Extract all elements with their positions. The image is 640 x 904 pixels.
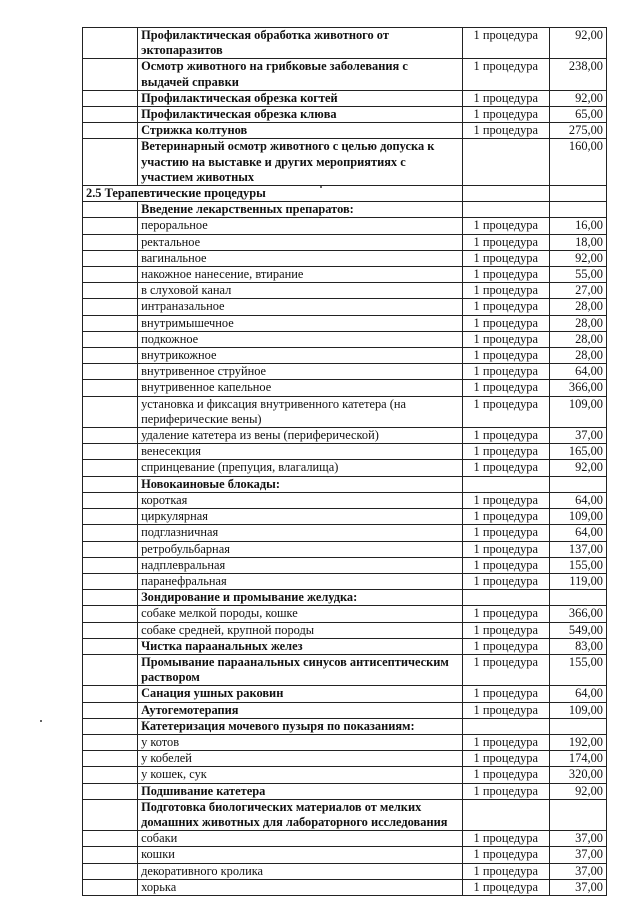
service-name-cell: Зондирование и промывание желудка: [138,590,463,606]
unit-cell: 1 процедура [462,541,549,557]
table-row [83,734,607,750]
unit-cell: 1 процедура [462,492,549,508]
unit-cell: 1 процедура [462,573,549,589]
unit-cell: 1 процедура [462,638,549,654]
service-name-cell: Санация ушных раковин [138,686,463,702]
table-row [83,476,607,492]
price-table [82,27,607,896]
table-row [83,606,607,622]
unit-cell: 1 процедура [462,460,549,476]
unit-cell: 1 процедура [462,557,549,573]
table-row [83,702,607,718]
unit-cell: 1 процедура [462,428,549,444]
number-cell [83,331,138,347]
price-cell: 109,00 [549,396,606,427]
service-name-cell: венесекция [138,444,463,460]
price-cell: 18,00 [549,234,606,250]
unit-cell: 1 процедура [462,218,549,234]
unit-cell [462,590,549,606]
unit-cell: 1 процедура [462,606,549,622]
price-cell: 109,00 [549,702,606,718]
unit-cell: 1 процедура [462,364,549,380]
number-cell [83,879,138,895]
service-name-cell: интраназальное [138,299,463,315]
table-row [83,638,607,654]
service-name-cell: накожное нанесение, втирание [138,267,463,283]
number-cell [83,606,138,622]
service-name-cell: подкожное [138,331,463,347]
number-cell [83,799,138,830]
unit-cell: 1 процедура [462,509,549,525]
table-row [83,847,607,863]
number-cell [83,718,138,734]
price-cell: 155,00 [549,557,606,573]
unit-cell [462,139,549,186]
price-cell [549,186,606,202]
price-cell: 366,00 [549,380,606,396]
unit-cell: 1 процедура [462,59,549,90]
service-name-cell: удаление катетера из вены (периферической) [138,428,463,444]
price-cell: 174,00 [549,751,606,767]
table-row [83,590,607,606]
price-cell: 92,00 [549,783,606,799]
table-row [83,573,607,589]
unit-cell: 1 процедура [462,783,549,799]
service-name-cell: надплевральная [138,557,463,573]
table-row [83,123,607,139]
service-name-cell: ректальное [138,234,463,250]
service-name-cell: собаки [138,831,463,847]
table-row [83,380,607,396]
table-row [83,525,607,541]
table-row [83,444,607,460]
unit-cell: 1 процедура [462,444,549,460]
table-row [83,250,607,266]
unit-cell [462,799,549,830]
service-name-cell: установка и фиксация внутривенного катетера (на периферические вены) [138,396,463,427]
price-cell: 92,00 [549,250,606,266]
table-row [83,751,607,767]
number-cell [83,767,138,783]
table-row [83,879,607,895]
number-cell [83,541,138,557]
table-row [83,139,607,186]
table-row [83,428,607,444]
number-cell [83,315,138,331]
price-cell: 92,00 [549,90,606,106]
number-cell [83,348,138,364]
table-row [83,541,607,557]
table-row [83,202,607,218]
number-cell [83,573,138,589]
number-cell [83,444,138,460]
service-name-cell: Промывание параанальных синусов антисептическим раствором [138,654,463,685]
table-row [83,622,607,638]
number-cell [83,525,138,541]
unit-cell [462,202,549,218]
unit-cell: 1 процедура [462,267,549,283]
service-name-cell: в слуховой канал [138,283,463,299]
service-name-cell: Аутогемотерапия [138,702,463,718]
price-cell [549,202,606,218]
price-cell [549,718,606,734]
table-row [83,767,607,783]
number-cell [83,380,138,396]
unit-cell: 1 процедура [462,396,549,427]
table-row [83,396,607,427]
unit-cell: 1 процедура [462,622,549,638]
number-cell [83,90,138,106]
table-row [83,863,607,879]
table-row [83,364,607,380]
section-row [83,186,607,202]
table-row [83,315,607,331]
table-row [83,348,607,364]
number-cell [83,476,138,492]
service-name-cell: у котов [138,734,463,750]
price-table-body [83,28,607,896]
service-name-cell: вагинальное [138,250,463,266]
number-cell [83,734,138,750]
unit-cell: 1 процедура [462,90,549,106]
unit-cell: 1 процедура [462,734,549,750]
unit-cell: 1 процедура [462,863,549,879]
unit-cell: 1 процедура [462,331,549,347]
price-cell: 55,00 [549,267,606,283]
table-row [83,59,607,90]
service-name-cell: Профилактическая обрезка когтей [138,90,463,106]
number-cell [83,139,138,186]
unit-cell [462,476,549,492]
number-cell [83,218,138,234]
number-cell [83,751,138,767]
number-cell [83,267,138,283]
unit-cell: 1 процедура [462,107,549,123]
price-cell: 37,00 [549,831,606,847]
number-cell [83,428,138,444]
number-cell [83,123,138,139]
unit-cell: 1 процедура [462,315,549,331]
unit-cell: 1 процедура [462,123,549,139]
price-cell: 27,00 [549,283,606,299]
price-cell: 64,00 [549,686,606,702]
number-cell [83,847,138,863]
table-row [83,492,607,508]
table-row [83,509,607,525]
number-cell [83,590,138,606]
unit-cell: 1 процедура [462,28,549,59]
service-name-cell: собаке мелкой породы, кошке [138,606,463,622]
service-name-cell: у кобелей [138,751,463,767]
price-cell: 28,00 [549,299,606,315]
price-cell: 83,00 [549,638,606,654]
unit-cell [462,186,549,202]
number-cell [83,622,138,638]
unit-cell: 1 процедура [462,831,549,847]
unit-cell: 1 процедура [462,751,549,767]
scan-speck [40,720,42,722]
number-cell [83,250,138,266]
unit-cell: 1 процедура [462,879,549,895]
unit-cell: 1 процедура [462,847,549,863]
price-cell: 192,00 [549,734,606,750]
price-cell [549,799,606,830]
unit-cell: 1 процедура [462,348,549,364]
price-cell: 64,00 [549,492,606,508]
number-cell [83,202,138,218]
number-cell [83,59,138,90]
table-row [83,234,607,250]
number-cell [83,107,138,123]
service-name-cell: внутривенное струйное [138,364,463,380]
price-cell: 16,00 [549,218,606,234]
service-name-cell: внутривенное капельное [138,380,463,396]
service-name-cell: внутрикожное [138,348,463,364]
service-name-cell: Катетеризация мочевого пузыря по показаниям: [138,718,463,734]
table-row [83,718,607,734]
number-cell [83,783,138,799]
price-cell: 65,00 [549,107,606,123]
scan-speck [320,186,322,188]
number-cell [83,364,138,380]
table-row [83,331,607,347]
number-cell [83,234,138,250]
service-name-cell: кошки [138,847,463,863]
price-cell: 165,00 [549,444,606,460]
service-name-cell: декоративного кролика [138,863,463,879]
table-row [83,299,607,315]
number-cell [83,509,138,525]
price-cell: 92,00 [549,460,606,476]
number-cell [83,460,138,476]
service-name-cell: паранефральная [138,573,463,589]
price-cell: 64,00 [549,525,606,541]
service-name-cell: ретробульбарная [138,541,463,557]
service-name-cell: короткая [138,492,463,508]
service-name-cell: Чистка параанальных желез [138,638,463,654]
service-name-cell: Стрижка колтунов [138,123,463,139]
service-name-cell: у кошек, сук [138,767,463,783]
service-name-cell: Введение лекарственных препаратов: [138,202,463,218]
number-cell [83,396,138,427]
number-cell [83,638,138,654]
section-title: 2.5 Терапевтические процедуры [83,186,463,202]
number-cell [83,863,138,879]
price-cell: 37,00 [549,863,606,879]
service-name-cell: подглазничная [138,525,463,541]
service-name-cell: Профилактическая обработка животного от эктопаразитов [138,28,463,59]
unit-cell: 1 процедура [462,380,549,396]
price-cell [549,590,606,606]
price-cell: 37,00 [549,879,606,895]
table-row [83,799,607,830]
number-cell [83,299,138,315]
number-cell [83,686,138,702]
price-cell: 109,00 [549,509,606,525]
service-name-cell: Подшивание катетера [138,783,463,799]
price-cell: 92,00 [549,28,606,59]
table-row [83,831,607,847]
table-row [83,267,607,283]
unit-cell: 1 процедура [462,299,549,315]
price-cell: 366,00 [549,606,606,622]
unit-cell: 1 процедура [462,250,549,266]
service-name-cell: Подготовка биологических материалов от мелких домашних животных для лабораторного исследования [138,799,463,830]
unit-cell: 1 процедура [462,702,549,718]
price-cell: 28,00 [549,348,606,364]
service-name-cell: Профилактическая обрезка клюва [138,107,463,123]
price-cell: 275,00 [549,123,606,139]
table-row [83,283,607,299]
service-name-cell: циркулярная [138,509,463,525]
price-cell: 37,00 [549,847,606,863]
unit-cell: 1 процедура [462,767,549,783]
table-row [83,107,607,123]
price-cell [549,476,606,492]
service-name-cell: Осмотр животного на грибковые заболевания с выдачей справки [138,59,463,90]
table-row [83,460,607,476]
number-cell [83,557,138,573]
table-row [83,686,607,702]
price-cell: 28,00 [549,315,606,331]
price-cell: 137,00 [549,541,606,557]
unit-cell: 1 процедура [462,234,549,250]
unit-cell: 1 процедура [462,525,549,541]
service-name-cell: собаке средней, крупной породы [138,622,463,638]
price-cell: 549,00 [549,622,606,638]
table-row [83,90,607,106]
number-cell [83,831,138,847]
service-name-cell: хорька [138,879,463,895]
table-row [83,218,607,234]
number-cell [83,702,138,718]
service-name-cell: внутримышечное [138,315,463,331]
price-cell: 37,00 [549,428,606,444]
unit-cell: 1 процедура [462,686,549,702]
number-cell [83,28,138,59]
price-cell: 155,00 [549,654,606,685]
service-name-cell: пероральное [138,218,463,234]
service-name-cell: Новокаиновые блокады: [138,476,463,492]
service-name-cell: Ветеринарный осмотр животного с целью допуска к участию на выставке и других мероприятиях с участием животных [138,139,463,186]
unit-cell: 1 процедура [462,654,549,685]
table-row [83,654,607,685]
table-row [83,783,607,799]
price-cell: 160,00 [549,139,606,186]
price-cell: 28,00 [549,331,606,347]
price-cell: 238,00 [549,59,606,90]
number-cell [83,283,138,299]
unit-cell: 1 процедура [462,283,549,299]
table-row [83,28,607,59]
table-row [83,557,607,573]
service-name-cell: спринцевание (препуция, влагалища) [138,460,463,476]
number-cell [83,654,138,685]
price-cell: 320,00 [549,767,606,783]
number-cell [83,492,138,508]
unit-cell [462,718,549,734]
price-cell: 64,00 [549,364,606,380]
price-cell: 119,00 [549,573,606,589]
